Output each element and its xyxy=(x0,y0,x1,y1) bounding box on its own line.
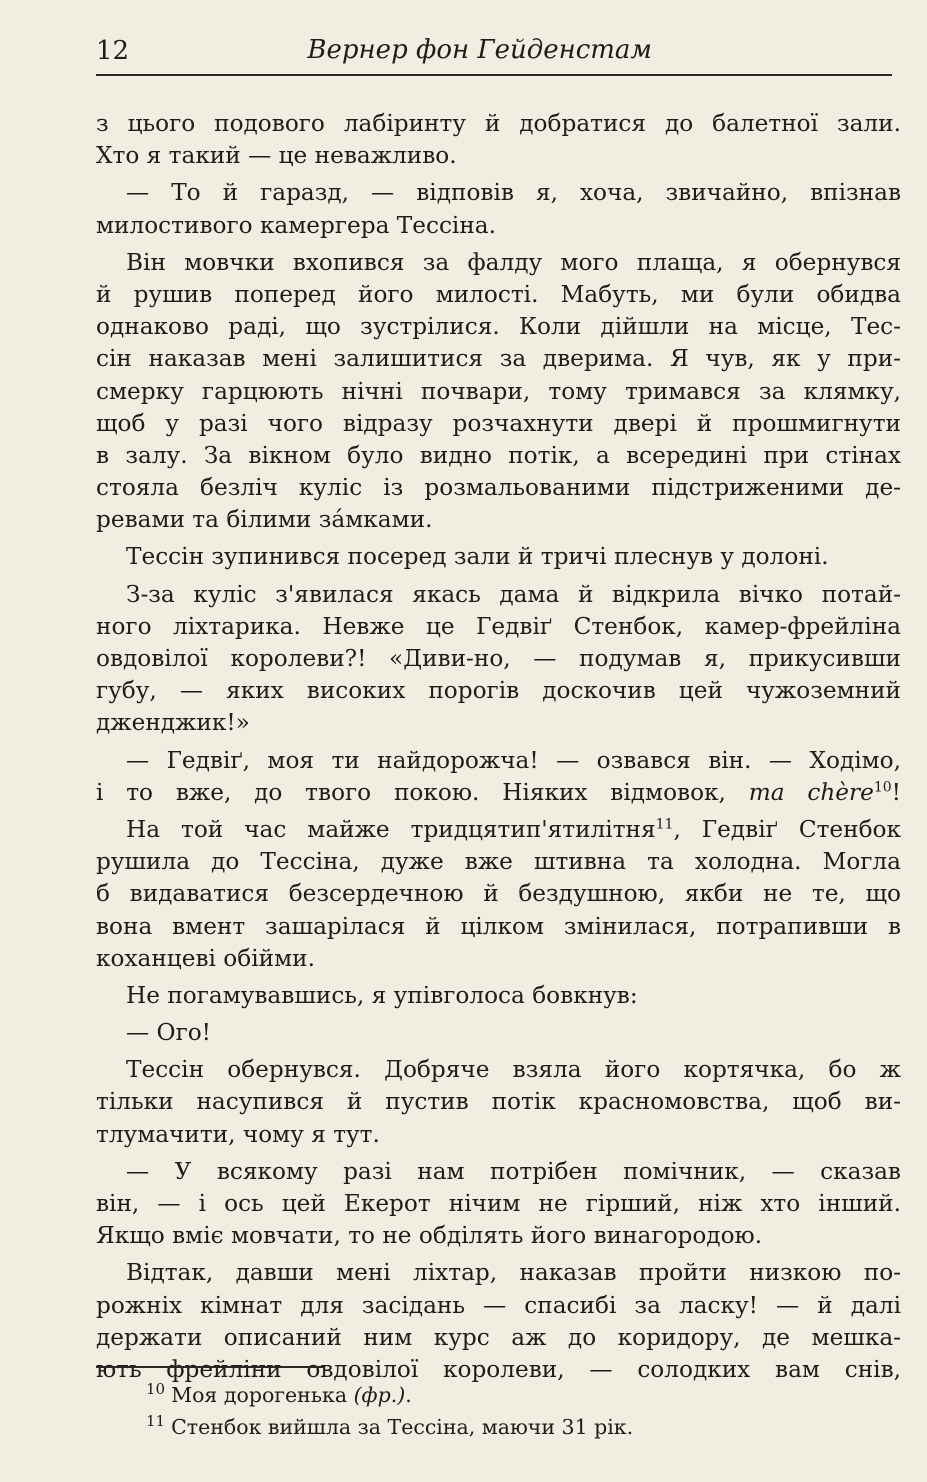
text-line-part: На той час майже тридцятип'ятилітня xyxy=(126,815,656,843)
footnote-note: (фр.) xyxy=(353,1383,406,1407)
text-line: вона вмент зашарілася й цілком змінилася, потрапивши в xyxy=(96,912,901,940)
text-line: Тессін обернувся. Добряче взяла його кортячка, бо ж xyxy=(126,1056,901,1084)
running-head: Вернер фон Гейденстам xyxy=(307,35,652,65)
text-line: Хто я такий — це неважливо. xyxy=(96,142,457,170)
footnote-divider xyxy=(96,1366,324,1368)
footnote-number: 10 xyxy=(146,1380,166,1399)
text-line-part: і то вже, до твого покою. Ніяких відмовок, xyxy=(96,778,726,806)
text-line: щоб у разі чого відразу розчахнути двері й прошмигнути xyxy=(96,409,901,437)
footnote-ref-10: 10 xyxy=(873,779,892,796)
page-header xyxy=(96,30,892,76)
footnote-number: 11 xyxy=(146,1412,166,1431)
text-line: овдовілої королеви?! «Диви-но, — подумав я, прикусивши xyxy=(96,645,901,672)
footnote xyxy=(146,1411,886,1443)
text-line: губу, — яких високих порогів доскочив цей чужоземний xyxy=(96,677,901,705)
footnote xyxy=(146,1379,886,1411)
text-line: — Ого! xyxy=(126,1019,211,1047)
text-line: дженджик!» xyxy=(96,709,250,737)
text-line: смерку гарцюють нічні почвари, тому тримався за клямку, xyxy=(96,377,901,405)
footnotes xyxy=(146,1379,886,1443)
text-line: Тессін зупинився посеред зали й тричі плеснув у долоні. xyxy=(126,543,829,571)
text-line: — У всякому разі нам потрібен помічник, — сказав xyxy=(126,1157,901,1185)
italic-phrase: ma chère xyxy=(748,778,874,806)
text-line xyxy=(96,814,901,846)
text-line: Не погамувавшись, я упівголоса бовкнув: xyxy=(126,981,638,1009)
text-line: ревами та білими за́мками. xyxy=(96,506,433,534)
text-line: й рушив поперед його милості. Мабуть, ми були обидва xyxy=(96,280,901,308)
text-line: ного ліхтарика. Невже це Гедвіґ Стенбок, камер-фрейліна xyxy=(96,612,901,640)
text-line: рушила до Тессіна, дуже вже штивна та холодна. Могла xyxy=(96,848,901,876)
text-line-part: , Гедвіґ Стенбок xyxy=(673,815,901,843)
text-line: тлумачити, чому я тут. xyxy=(96,1120,380,1148)
body-text xyxy=(96,108,901,1386)
footnote-text: Стенбок вийшла за Тессіна, маючи 31 рік. xyxy=(171,1415,634,1439)
text-line: стояла безліч куліс із розмальованими підстриженими де- xyxy=(96,474,901,502)
text-line: — То й гаразд, — відповів я, хоча, звичайно, впізнав xyxy=(126,179,901,207)
text-line: — Гедвіґ, моя ти найдорожча! — озвався він. — Ходімо, xyxy=(126,746,901,774)
text-line: держати описаний ним курс аж до коридору, де мешка- xyxy=(96,1323,901,1351)
footnote-tail: . xyxy=(405,1383,412,1407)
text-line xyxy=(96,777,901,809)
text-line: Якщо вміє мовчати, то не обділять його винагородою. xyxy=(96,1222,763,1250)
text-line: коханцеві обійми. xyxy=(96,944,315,972)
text-line: сін наказав мені залишитися за дверима. Я чув, як у при- xyxy=(96,345,901,373)
text-line: тільки насупився й пустив потік красномовства, щоб ви- xyxy=(96,1088,901,1116)
text-line: милостивого камергера Тессіна. xyxy=(96,211,496,239)
text-line: ють фрейліни овдовілої королеви, — солодких вам снів, xyxy=(96,1355,901,1383)
text-line: З-за куліс з'явилася якась дама й відкрила вічко потай- xyxy=(126,580,901,608)
text-line-part: ! xyxy=(891,778,901,806)
text-line: Він мовчки вхопився за фалду мого плаща, я обернувся xyxy=(126,248,901,276)
page-number: 12 xyxy=(96,36,130,66)
text-line: він, — і ось цей Екерот нічим не гірший, ніж хто інший. xyxy=(96,1190,901,1217)
text-line: б видаватися безсердечною й бездушною, якби не те, що xyxy=(96,880,901,908)
text-line: однаково раді, що зустрілися. Коли дійшли на місце, Тес- xyxy=(96,313,901,341)
text-line: з цього подового лабіринту й добратися до балетної зали. xyxy=(96,110,901,137)
footnote-text: Моя дорогенька xyxy=(171,1383,354,1407)
text-line: в залу. За вікном було видно потік, а всередині при стінах xyxy=(96,441,901,469)
text-line: Відтак, давши мені ліхтар, наказав пройти низкою по- xyxy=(126,1259,901,1287)
text-line: рожніх кімнат для засідань — спасибі за ласку! — й далі xyxy=(96,1291,901,1319)
footnote-ref-11: 11 xyxy=(655,816,674,833)
